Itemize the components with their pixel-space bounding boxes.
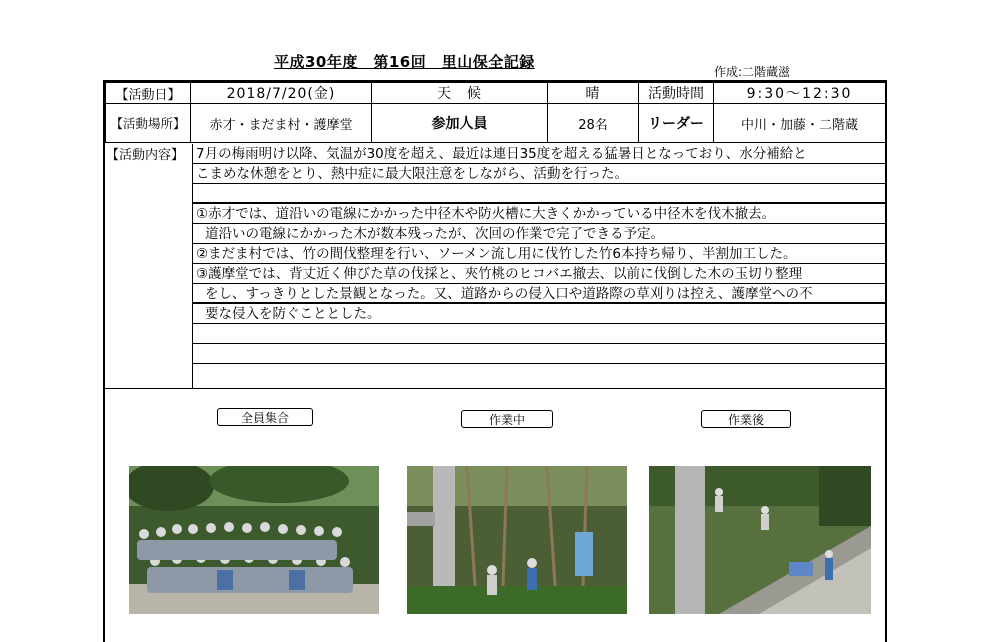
place-label: 【活動場所】: [106, 104, 191, 143]
weather-value: 晴: [548, 83, 639, 104]
time-value: 9:30〜12:30: [714, 83, 886, 104]
document-title: 平成30年度 第16回 里山保全記録: [274, 53, 535, 71]
photo-label-after: 作業後: [701, 410, 791, 428]
leader-value: 中川・加藤・二階蔵: [714, 104, 886, 143]
content-line: [193, 184, 885, 204]
content-line: 要な侵入を防ぐこととした。: [193, 304, 885, 324]
content-label: 【活動内容】: [105, 144, 193, 388]
content-line: 7月の梅雨明け以降、気温が30度を超え、最近は連日35度を超える猛暑日となっており、水分補給と: [193, 144, 885, 164]
place-value: 赤才・まだま村・護摩堂: [191, 104, 372, 143]
photo-group: [129, 466, 379, 614]
date-label: 【活動日】: [106, 83, 191, 104]
content-line: ③護摩堂では、背丈近く伸びた草の伐採と、夾竹桃のヒコバエ撤去、以前に伐倒した木の玉切り整理: [193, 264, 885, 284]
author-note: 作成:二階蔵滋: [714, 65, 791, 79]
content-line: [193, 324, 885, 344]
participants-value: 28名: [548, 104, 639, 143]
content-lines: [193, 144, 885, 384]
leader-label: リーダー: [639, 104, 714, 143]
participants-label: 参加人員: [372, 104, 548, 143]
content-line: [193, 364, 885, 384]
content-line: こまめな休憩をとり、熱中症に最大限注意をしながら、活動を行った。: [193, 164, 885, 184]
content-line: 道沿いの電線にかかった木が数本残ったが、次回の作業で完了できる予定。: [193, 224, 885, 244]
time-label: 活動時間: [639, 83, 714, 104]
content-line: ①赤才では、道沿いの電線にかかった中径木や防火槽に大きくかかっている中径木を伐木撤去。: [193, 204, 885, 224]
photo-label-all-members: 全員集合: [217, 408, 313, 426]
photo-after: [649, 466, 871, 614]
content-bottom-rule: [105, 388, 885, 389]
content-line: をし、すっきりとした景観となった。又、道路からの侵入口や道路際の草刈りは控え、護摩堂への不: [193, 284, 885, 304]
photo-label-working: 作業中: [461, 410, 553, 428]
record-sheet: [103, 80, 887, 642]
date-value: 2018/7/20(金): [191, 83, 372, 104]
content-line: ②まだま村では、竹の間伐整理を行い、ソーメン流し用に伐竹した竹6本持ち帰り、半割加工した。: [193, 244, 885, 264]
weather-label: 天 候: [372, 83, 548, 104]
photo-working: [407, 466, 627, 614]
header-table: [105, 82, 886, 143]
content-line: [193, 344, 885, 364]
